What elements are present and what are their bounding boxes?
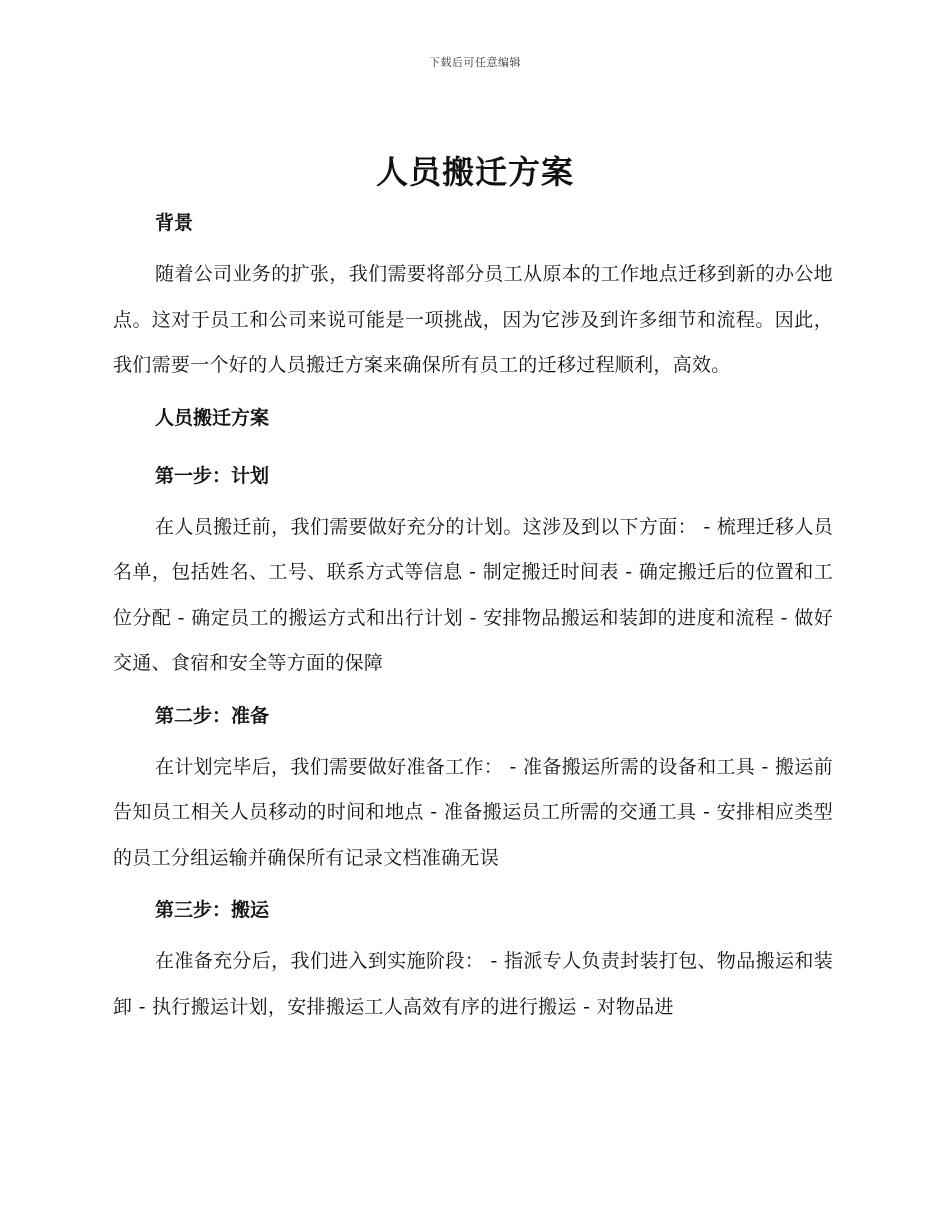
document-body — [113, 205, 833, 1030]
section-heading-plan-overview: 人员搬迁方案 — [155, 406, 270, 429]
section-body-step-2: 在计划完毕后，我们需要做好准备工作： - 准备搬运所需的设备和工具 - 搬运前告知员工相关人员移动的时间和地点 - 准备搬运员工所需的交通工具 - 安排相应类型的员工分组运输并确保所有记录文档准确无误 — [113, 755, 833, 869]
document-title: 人员搬迁方案 — [375, 153, 574, 191]
section-body-step-1: 在人员搬迁前，我们需要做好充分的计划。这涉及到以下方面： - 梳理迁移人员名单，包括姓名、工号、联系方式等信息 - 制定搬迁时间表 - 确定搬迁后的位置和工位分配 - 确定员工的搬运方式和出行计划 - 安排物品搬运和装卸的进度和流程 - 做好交通、食宿和安全等方面的保障 — [113, 515, 833, 674]
section-body-step-3: 在准备充分后，我们进入到实施阶段： - 指派专人负责封装打包、物品搬运和装卸 - 执行搬运计划，安排搬运工人高效有序的进行搬运 - 对物品进 — [113, 950, 833, 1018]
section-body-background: 随着公司业务的扩张，我们需要将部分员工从原本的工作地点迁移到新的办公地点。这对于员工和公司来说可能是一项挑战，因为它涉及到许多细节和流程。因此，我们需要一个好的人员搬迁方案来确保所有员工的迁移过程顺利，高效。 — [113, 263, 833, 376]
page-header-note: 下载后可任意编辑 — [429, 56, 521, 69]
section-heading-step-1: 第一步：计划 — [155, 464, 270, 487]
section-heading-background: 背景 — [155, 212, 194, 234]
section-heading-step-3: 第三步：搬运 — [155, 899, 270, 921]
section-heading-step-2: 第二步：准备 — [155, 704, 270, 727]
